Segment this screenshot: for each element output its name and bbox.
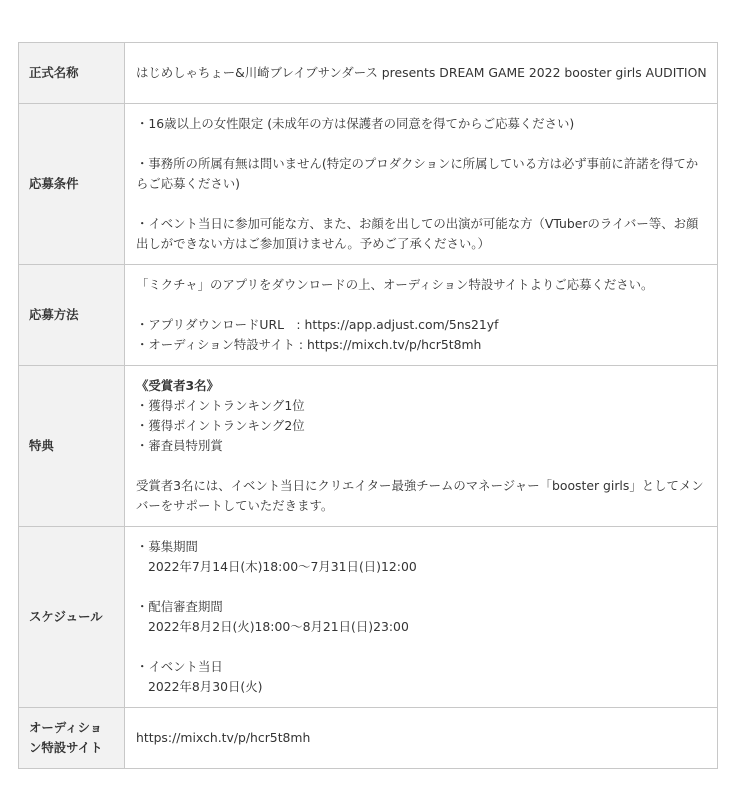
schedule-event-title: ・イベント当日 xyxy=(136,659,223,674)
schedule-review-title: ・配信審査期間 xyxy=(136,599,223,614)
label-benefits: 特典 xyxy=(19,366,125,527)
label-audition-site: オーディション特設サイト xyxy=(19,708,125,769)
official-name-text: はじめしゃちょー&川崎ブレイブサンダース presents DREAM GAME 2022 booster girls AUDITION xyxy=(136,65,707,80)
benefit-item: ・獲得ポイントランキング2位 xyxy=(136,418,305,433)
spacer xyxy=(136,295,709,315)
spacer xyxy=(136,134,709,154)
schedule-review-dates: 2022年8月2日(火)18:00～8月21日(日)23:00 xyxy=(148,619,409,634)
spacer xyxy=(136,577,709,597)
spacer xyxy=(136,637,709,657)
requirement-agency: ・事務所の所属有無は問いません(特定のプロダクションに所属している方は必ず事前に許諾を得てからご応募ください) xyxy=(136,156,699,191)
value-official-name xyxy=(125,43,718,104)
label-official-name: 正式名称 xyxy=(19,43,125,104)
benefits-heading: 《受賞者3名》 xyxy=(136,378,219,393)
spacer xyxy=(136,194,709,214)
schedule-event-date: 2022年8月30日(火) xyxy=(148,679,263,694)
value-application-method xyxy=(125,265,718,366)
row-schedule xyxy=(19,527,718,708)
benefits-note: 受賞者3名には、イベント当日にクリエイター最強チームのマネージャー「booster girls」としてメンバーをサポートしていただきます。 xyxy=(136,478,704,513)
audition-site-link[interactable]: https://mixch.tv/p/hcr5t8mh xyxy=(136,730,311,745)
label-schedule: スケジュール xyxy=(19,527,125,708)
method-intro: 「ミクチャ」のアプリをダウンロードの上、オーディション特設サイトよりご応募ください。 xyxy=(136,277,654,292)
spacer xyxy=(136,456,709,476)
requirement-age: ・16歳以上の女性限定 (未成年の方は保護者の同意を得てからご応募ください) xyxy=(136,116,575,131)
row-official-name xyxy=(19,43,718,104)
label-application-method: 応募方法 xyxy=(19,265,125,366)
label-requirements: 応募条件 xyxy=(19,104,125,265)
row-benefits xyxy=(19,366,718,527)
schedule-recruit-title: ・募集期間 xyxy=(136,539,198,554)
value-audition-site xyxy=(125,708,718,769)
audition-site-url[interactable]: ・オーディション特設サイト : https://mixch.tv/p/hcr5t8mh xyxy=(136,337,482,352)
row-application-method xyxy=(19,265,718,366)
audition-info-table xyxy=(18,42,718,769)
value-benefits xyxy=(125,366,718,527)
requirement-event-attendance: ・イベント当日に参加可能な方、また、お顔を出しての出演が可能な方（VTuberのライバー等、お顔出しができない方はご参加頂けません。予めご了承ください。） xyxy=(136,216,699,251)
audition-info-container xyxy=(18,42,718,769)
row-audition-site xyxy=(19,708,718,769)
row-requirements xyxy=(19,104,718,265)
app-download-url[interactable]: ・アプリダウンロードURL : https://app.adjust.com/5ns21yf xyxy=(136,317,499,332)
value-schedule xyxy=(125,527,718,708)
value-requirements xyxy=(125,104,718,265)
schedule-recruit-dates: 2022年7月14日(木)18:00～7月31日(日)12:00 xyxy=(148,559,417,574)
benefit-item: ・獲得ポイントランキング1位 xyxy=(136,398,305,413)
benefit-item: ・審査員特別賞 xyxy=(136,438,223,453)
